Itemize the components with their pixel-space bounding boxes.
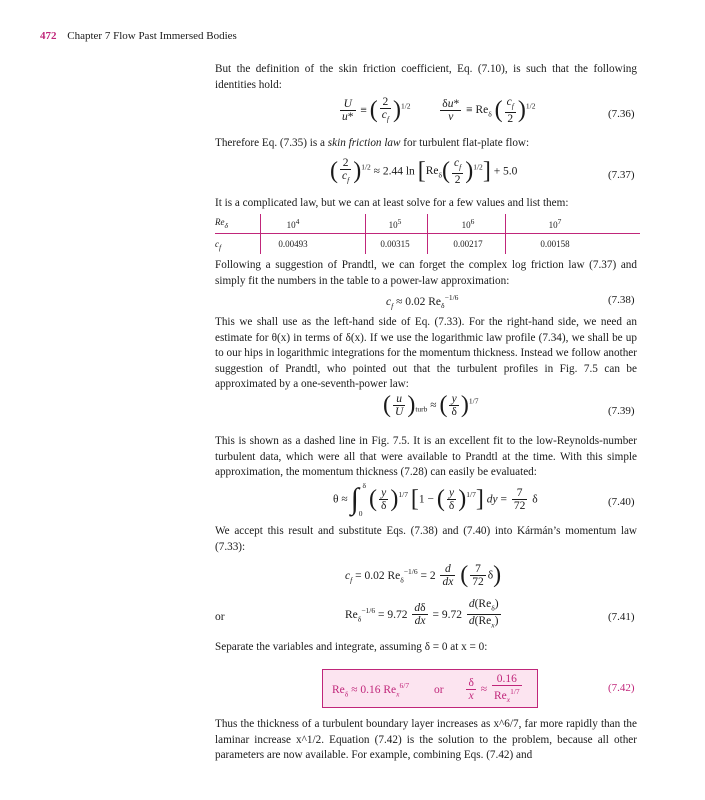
equation-7-42: $Re_\delta \approx 0.16$ $Re_x^{6/7}$ or $\frac{\delta}{x}$ ≈ $\frac{0.16}{Re_x^{1/7}}$ — [332, 673, 520, 705]
equation-number-7-37: (7.37) — [608, 169, 635, 181]
equation-7-41b: $Re_\delta^{-1/6} = 9.72$ $\frac{d\delta}{dx}$ = 9.72 $\frac{d(Re_\delta)}{d(Re_x)}$ — [345, 598, 499, 630]
paragraph-6: This is shown as a dashed line in Fig. 7.5. It is an excellent fit to the low-Reynolds-number turbulent data, which were all that were available to Prandtl at the time. With this simple approximation, the momentum thickness (7.28) can easily be evaluated: — [215, 435, 637, 478]
eq37-const: 2.44 ln — [382, 165, 415, 178]
equation-number-7-36: (7.36) — [608, 108, 635, 120]
equation-7-38: $c_f \approx 0.02$ $Re_\delta^{-1/6}$ — [386, 293, 459, 311]
table-row-cf: $c_f$ 0.00493 0.00315 0.00217 0.00158 — [215, 239, 570, 252]
equation-number-7-40: (7.40) — [608, 496, 635, 508]
paragraph-8: Separate the variables and integrate, assuming δ = 0 at x = 0: — [215, 641, 488, 653]
paragraph-1: But the definition of the skin friction coefficient, Eq. (7.10), is such that the following identities hold: — [215, 63, 637, 91]
equation-number-7-42: (7.42) — [608, 682, 635, 694]
table-row-re: $Re_\delta$ $10^4$ $10^5$ $10^6$ $10^7$ — [215, 217, 562, 230]
equation-number-7-38: (7.38) — [608, 294, 635, 306]
equation-7-36: $\frac{U}{u*}$ ≡ ( $\frac{2}{c_f}$ )$^{1/2}$ $\frac{\delta u*}{\nu}$ ≡ $Re_\delta$ ( $\frac{c_f}{2}$ )$^{1/2}$ — [342, 96, 536, 126]
paragraph-7: We accept this result and substitute Eqs. (7.38) and (7.40) into Kármán’s momentum law (7.33): — [215, 525, 637, 553]
page-number: 472 — [40, 30, 57, 42]
eq37-add: + 5.0 — [493, 165, 518, 178]
cf-table — [215, 214, 640, 254]
chapter-title: Chapter 7 Flow Past Immersed Bodies — [67, 30, 237, 42]
row-label-cf: c — [215, 239, 219, 249]
paragraph-9: Thus the thickness of a turbulent boundary layer increases as x^6/7, far more rapidly than the laminar increase x^1/2. Equation (7.42) is the solution to the problem, because all other parameters are now available. For example, combining Eqs. (7.42) and — [215, 718, 637, 761]
running-header — [40, 30, 237, 42]
equation-7-40: $\theta \approx \int_0^\delta$ ( $\frac{y}{\delta}$ )$^{1/7}$ [1 − ( $\frac{y}{\delta}$ )$^{1/7}$] dy = $\frac{7}{72}$ δ — [333, 481, 538, 518]
or-label: or — [215, 611, 225, 623]
equation-7-37: ( $\frac{2}{c_f}$ )$^{1/2}$ ≈ 2.44 $\ln [Re_\delta$( $\frac{c_f}{2}$ )$^{1/2}$] + 5.0 — [330, 157, 518, 187]
paragraph-5: This we shall use as the left-hand side of Eq. (7.33). For the right-hand side, we need an estimate for θ(x) in terms of δ(x). If we use the logarithmic law profile (7.34), we shall be up to our hips in logarithmic integrations for the momentum thickness. Instead we follow another suggestion of Prandtl, who pointed out that the turbulent profiles in Fig. 7.5 can be approximated by a one-seventh-power law: — [215, 316, 637, 390]
paragraph-4: Following a suggestion of Prandtl, we can forget the complex log friction law (7.37) and simply fit the numbers in the table to a power-law approximation: — [215, 259, 637, 287]
row-label-re: Re — [215, 217, 225, 227]
paragraph-2: Therefore Eq. (7.35) is a skin friction law for turbulent flat-plate flow: — [215, 137, 530, 149]
equation-7-39: ( $\frac{u}{U}$ )$_{turb}$ ≈ ( $\frac{y}{\delta}$ )$^{1/7}$ — [383, 392, 479, 418]
equation-number-7-39: (7.39) — [608, 405, 635, 417]
equation-7-41a: $c_f = 0.02$ $Re_\delta^{-1/6} = 2$ $\frac{d}{dx}$ ( $\frac{7}{72}$ δ) — [345, 562, 502, 588]
equation-number-7-41: (7.41) — [608, 611, 635, 623]
paragraph-3: It is a complicated law, but we can at least solve for a few values and list them: — [215, 197, 569, 209]
